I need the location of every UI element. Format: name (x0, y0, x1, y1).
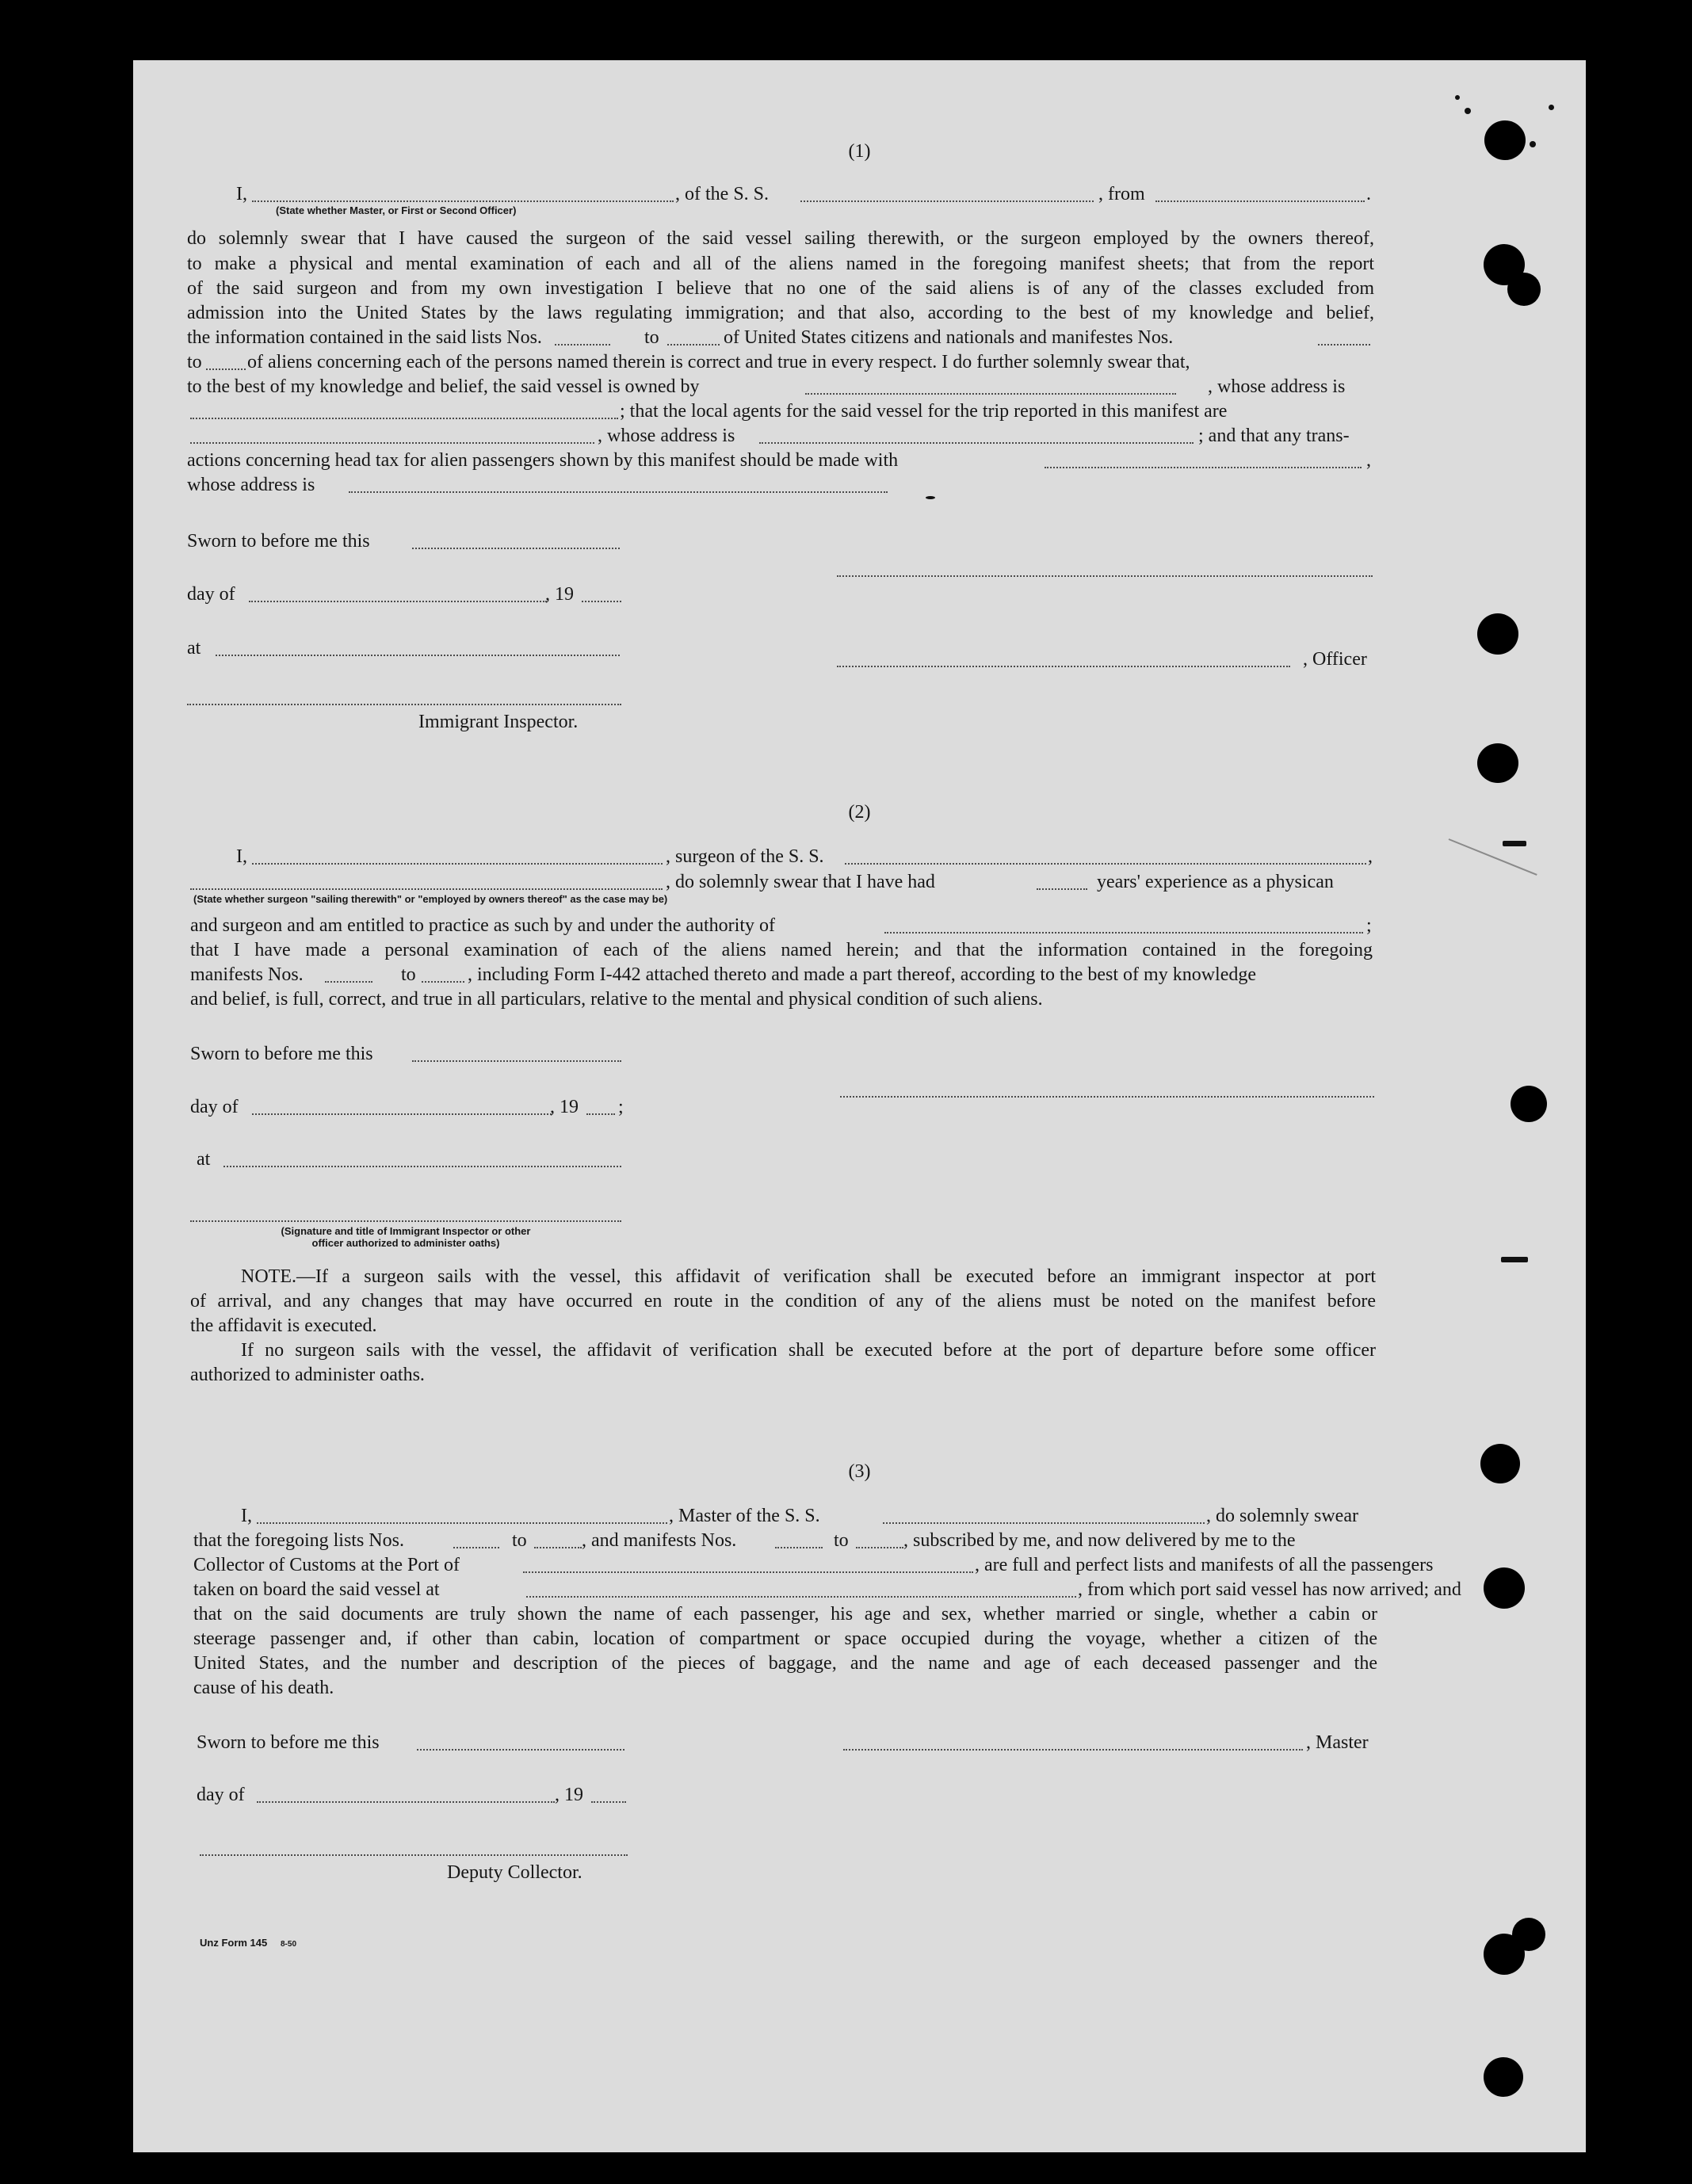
s3-line3-a: Collector of Customs at the Port of (193, 1555, 460, 1575)
s2-year-end: ; (618, 1097, 624, 1117)
form-code: 8-50 (281, 1940, 297, 1949)
s1-day-of: day of (187, 584, 235, 605)
s2-manifests-from-field[interactable] (325, 981, 372, 983)
s1-sworn: Sworn to before me this (187, 531, 370, 552)
s3-text-line: that on the said documents are truly shown the name of each passenger, his age and sex, whether married or single, whether a cabin or (193, 1604, 1377, 1625)
s3-sworn: Sworn to before me this (197, 1732, 380, 1753)
s1-headtax-field[interactable] (1045, 467, 1362, 468)
ink-mark (1455, 95, 1460, 100)
s3-sworn-date-field[interactable] (417, 1749, 624, 1751)
s3-deputy: Deputy Collector. (447, 1862, 582, 1883)
s2-line3-b: ; (1366, 915, 1372, 936)
s3-lists-from-field[interactable] (453, 1547, 499, 1548)
s2-year-field[interactable] (586, 1113, 615, 1115)
section-2-number: (2) (848, 802, 871, 823)
s1-text-line: do solemnly swear that I have caused the surgeon of the said vessel sailing therewith, or the surgeon employed by the owners thereof, (187, 228, 1374, 249)
s1-text-line: admission into the United States by the laws regulating immigration; and that also, according to the best of my knowledge and belief, (187, 303, 1374, 323)
s2-at-field[interactable] (223, 1166, 621, 1167)
s3-year-field[interactable] (591, 1801, 626, 1803)
s3-line2-d: to (834, 1530, 849, 1551)
s2-line2-a: , do solemnly swear that I have had (666, 872, 935, 892)
s2-inspector-line[interactable] (190, 1220, 621, 1222)
s1-owned-b: , whose address is (1208, 376, 1346, 397)
s3-year: , 19 (555, 1785, 583, 1805)
s2-note-line: the affidavit is executed. (190, 1315, 377, 1336)
s1-officer: , Officer (1303, 649, 1367, 670)
s1-agents-address-field[interactable] (759, 442, 1194, 444)
s2-authority-field[interactable] (884, 932, 1363, 934)
s1-info-b: to (644, 327, 659, 348)
s2-vessel-field[interactable] (845, 863, 1366, 865)
s2-year: , 19 (550, 1097, 579, 1117)
s1-text-line: to make a physical and mental examination of each and all of the aliens named in the foregoing manifest sheets; that from the report (187, 254, 1374, 274)
s2-note-line: of arrival, and any changes that may have occurred en route in the condition of any of the aliens must be noted on the manifest before (190, 1291, 1376, 1312)
s3-line2-a: that the foregoing lists Nos. (193, 1530, 404, 1551)
form-page (133, 60, 1586, 2152)
s1-sworn-date-field[interactable] (412, 548, 620, 549)
s2-caption-signature (216, 1225, 596, 1249)
s3-vessel-field[interactable] (883, 1522, 1205, 1524)
s3-line2-e: , subscribed by me, and now delivered by me to the (903, 1530, 1296, 1551)
s1-addr-label: whose address is (187, 475, 315, 495)
s1-owner-address-field[interactable] (190, 418, 618, 419)
s1-inspector-line[interactable] (187, 704, 621, 705)
s1-day-field[interactable] (249, 601, 547, 602)
s2-caption-sig-2: officer authorized to administer oaths) (311, 1237, 500, 1249)
s3-day-of: day of (197, 1785, 245, 1805)
s1-headtax-address-field[interactable] (349, 491, 888, 493)
s3-master-label: , Master of the S. S. (669, 1506, 820, 1526)
s2-manifests-to-field[interactable] (422, 981, 464, 983)
s3-master-name-field[interactable] (257, 1522, 667, 1524)
s3-line4-a: taken on board the said vessel at (193, 1579, 440, 1600)
s3-line2-c: , and manifests Nos. (582, 1530, 737, 1551)
s1-to-a: to (187, 352, 202, 372)
punch-hole (1512, 1918, 1545, 1951)
s1-inspector: Immigrant Inspector. (418, 712, 579, 732)
s2-i-label: I, (236, 846, 247, 867)
s1-from-port-field[interactable] (1155, 200, 1365, 202)
s1-at: at (187, 638, 201, 659)
s1-lists-to-field[interactable] (667, 344, 720, 346)
s3-line2-b: to (512, 1530, 527, 1551)
s1-officer-line[interactable] (837, 666, 1290, 667)
s3-master-signature-line[interactable] (843, 1749, 1303, 1751)
s1-manifests-field[interactable] (1318, 344, 1370, 346)
s2-line2-b: years' experience as a physican (1097, 872, 1334, 892)
form-number: Unz Form 145 (200, 1937, 268, 1949)
s3-last-line: cause of his death. (193, 1678, 334, 1698)
ink-mark (1465, 108, 1471, 114)
s3-swear-label: , do solemnly swear (1206, 1506, 1358, 1526)
s2-line1-end: , (1368, 846, 1373, 867)
s1-whose-a: , whose address is (598, 426, 735, 446)
s3-text-line: United States, and the number and description of the pieces of baggage, and the name and age of each deceased passenger and the (193, 1653, 1377, 1674)
s1-manifests-to-field[interactable] (206, 368, 246, 370)
s1-of-ss-label: , of the S. S. (675, 184, 770, 204)
ink-mark (1503, 841, 1526, 846)
s3-manifests-to-field[interactable] (856, 1547, 903, 1548)
s2-surgeon-label: , surgeon of the S. S. (666, 846, 824, 867)
s1-year: , 19 (545, 584, 574, 605)
section-1-number: (1) (848, 141, 871, 162)
s2-at: at (197, 1149, 211, 1170)
ink-mark (926, 496, 935, 499)
s3-line4-b: , from which port said vessel has now arrived; and (1078, 1579, 1461, 1600)
s1-whose-b: ; and that any trans- (1198, 426, 1350, 446)
s1-from-label: , from (1098, 184, 1145, 204)
punch-hole (1484, 120, 1526, 160)
s1-agents-b: ; that the local agents for the said vessel for the trip reported in this manifest are (620, 401, 1228, 422)
punch-hole (1480, 1444, 1520, 1483)
s2-day-field[interactable] (252, 1113, 552, 1115)
s1-agents-field[interactable] (190, 442, 594, 444)
punch-hole (1484, 2057, 1523, 2097)
s1-actions-a: actions concerning head tax for alien passengers shown by this manifest should be made with (187, 450, 899, 471)
s3-taken-at-field[interactable] (526, 1596, 1076, 1598)
s2-line3-a: and surgeon and am entitled to practice as such by and under the authority of (190, 915, 775, 936)
s3-line3-b: , are full and perfect lists and manifests of all the passengers (975, 1555, 1434, 1575)
s3-text-line: steerage passenger and, if other than cabin, location of compartment or space occupied during the voyage, whether a citizen of the (193, 1628, 1377, 1649)
s1-info-c: of United States citizens and nationals and manifestes Nos. (724, 327, 1174, 348)
s2-surgeon-name-field[interactable] (252, 863, 663, 865)
punch-hole (1477, 613, 1518, 655)
s2-line5-c: , including Form I-442 attached thereto and made a part thereof, according to the best of my knowledge (468, 964, 1257, 985)
s2-caption-sig-1: (Signature and title of Immigrant Inspector or other (281, 1225, 531, 1237)
ink-mark (1549, 105, 1554, 110)
section-3-number: (3) (848, 1461, 871, 1482)
s3-master: , Master (1306, 1732, 1369, 1753)
s2-note2-line: If no surgeon sails with the vessel, the affidavit of verification shall be executed before at the port of departure before some officer (241, 1340, 1376, 1361)
s2-sworn-date-field[interactable] (412, 1060, 621, 1062)
s1-owned-a: to the best of my knowledge and belief, the said vessel is owned by (187, 376, 700, 397)
s1-caption-master: (State whether Master, or First or Second Officer) (276, 204, 517, 216)
s1-signature-line[interactable] (837, 575, 1373, 577)
s1-lists-from-field[interactable] (555, 344, 610, 346)
s2-text-line: and belief, is full, correct, and true in all particulars, relative to the mental and physical condition of such aliens. (190, 989, 1043, 1010)
s2-note2-line: authorized to administer oaths. (190, 1365, 425, 1385)
s1-line1-end: . (1366, 184, 1371, 204)
s1-i-label: I, (236, 184, 247, 204)
s2-caption-surgeon: (State whether surgeon "sailing therewith" or "employed by owners thereof" as the case may be) (193, 893, 668, 905)
s3-i-label: I, (241, 1506, 252, 1526)
s1-at-field[interactable] (216, 655, 620, 656)
s2-note-line: NOTE.—If a surgeon sails with the vessel, this affidavit of verification shall be executed before an immigrant inspector at port (241, 1266, 1376, 1287)
s1-actions-b: , (1366, 450, 1371, 471)
s1-info-a: the information contained in the said lists Nos. (187, 327, 542, 348)
s2-sworn: Sworn to before me this (190, 1044, 373, 1064)
s1-vessel-name-field[interactable] (800, 200, 1094, 202)
s3-manifests-from-field[interactable] (775, 1547, 823, 1548)
s1-owner-field[interactable] (805, 393, 1176, 395)
ink-mark (1501, 1257, 1528, 1262)
s2-years-field[interactable] (1037, 888, 1087, 890)
s2-line5-b: to (401, 964, 416, 985)
s2-text-line: that I have made a personal examination of each of the aliens named herein; and that the information contained in the foregoing (190, 940, 1373, 960)
ink-mark (1530, 141, 1536, 147)
s1-text-line: of the said surgeon and from my own investigation I believe that no one of the said aliens is of any of the classes excluded from (187, 278, 1374, 299)
s3-day-field[interactable] (257, 1801, 555, 1803)
punch-hole (1507, 273, 1541, 306)
s3-lists-to-field[interactable] (534, 1547, 582, 1548)
s1-year-field[interactable] (582, 601, 621, 602)
punch-hole (1511, 1086, 1547, 1122)
s3-collector-line[interactable] (200, 1854, 628, 1856)
s2-line5-a: manifests Nos. (190, 964, 304, 985)
s1-officer-rank-field[interactable] (252, 200, 674, 202)
s2-surgeon-type-field[interactable] (190, 888, 663, 890)
s2-day-of: day of (190, 1097, 239, 1117)
s3-port-field[interactable] (523, 1571, 973, 1573)
punch-hole (1484, 1567, 1525, 1609)
s2-signature-line[interactable] (840, 1096, 1374, 1098)
s1-to-b: of aliens concerning each of the persons named therein is correct and true in every respect. I do further solemnly swear that, (247, 352, 1190, 372)
punch-hole (1477, 743, 1518, 783)
